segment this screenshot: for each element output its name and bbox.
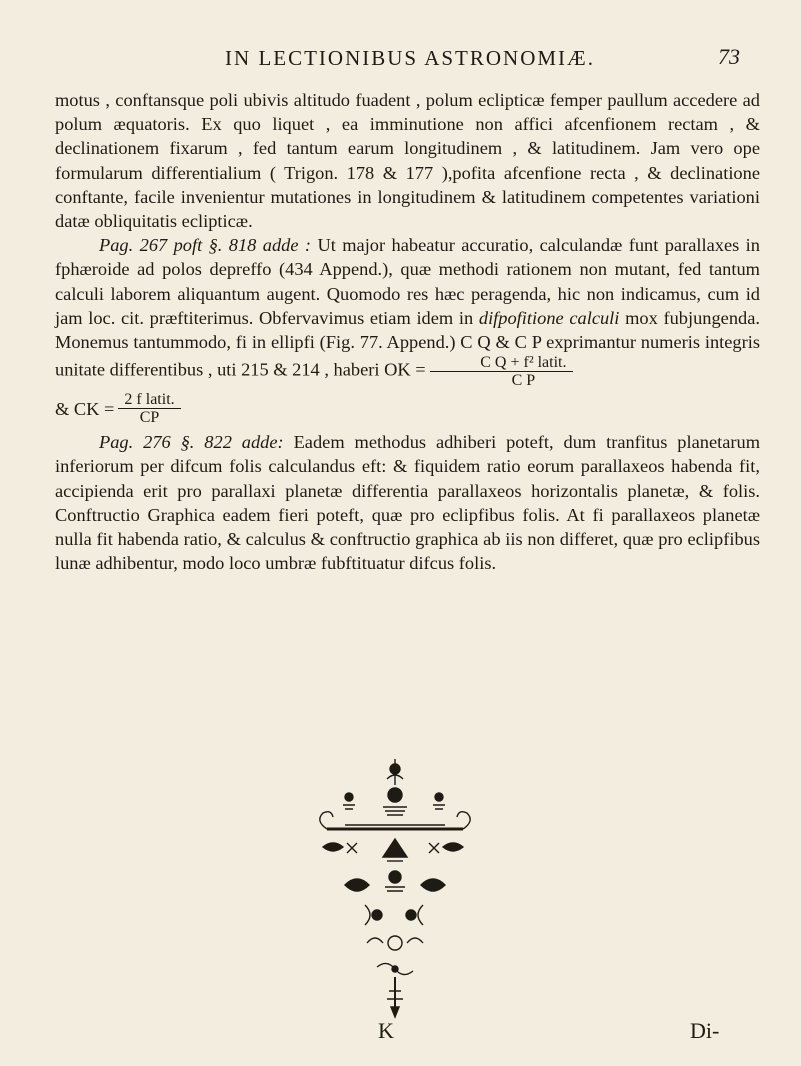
ck-formula xyxy=(55,391,760,426)
addendum-reference-2: Pag. 276 §. 822 adde: xyxy=(99,432,284,453)
paragraph-transits xyxy=(55,430,760,575)
body-text xyxy=(55,88,760,575)
running-head: IN LECTIONIBUS ASTRONOMIÆ. xyxy=(225,46,595,70)
ok-denominator: C P xyxy=(511,372,536,390)
ok-numerator: C Q + f² latit. xyxy=(430,354,572,372)
floral-tailpiece-ornament-icon xyxy=(305,755,485,1020)
ck-fraction xyxy=(118,391,180,426)
addendum-reference: Pag. 267 poft §. 818 adde : xyxy=(99,235,312,256)
paragraph-obliquity: motus , conftansque poli ubivis altitudo fuadent , polum eclipticæ femper paullum accedere ad polum æquatoris. Ex quo liquet , ea imminutione non affici afcenfionem rectam , & declinationem fixarum , fed tantum earum longitudinem , & latitudinem. Jam vero ope formularum differentialium ( Trigon. 178 & 177 ),pofita afcenfione recta , & declinatione conftante, facile invenientur mutationes in longitudinem & latitudinem competentes variationi datæ obliquitatis eclipticæ. xyxy=(55,90,760,232)
addendum-text: Ut major habeatur accuratio, calculandæ funt parallaxes in fphæroide ad polos depreffo (434 Append.), quæ methodi rationem non mutant, fed tantum calculi laborem aliquantum augent. Quomodo res hæc peragenda, hic non indicamus, cum id jam loc. cit. præftiterimus. Obfervavimus etiam idem in xyxy=(55,235,760,328)
addendum-text-2: Eadem methodus adhiberi poteft, dum tranfitus planetarum inferiorum per difcum folis calculandus eft: & fiquidem ratio eorum parallaxeos habenda fit, accipienda erit pro parallaxi planetæ differentia parallaxeos horizontalis planetæ, & folis. Conftructio Graphica eadem fieri poteft, quæ pro eclipfibus folis. At fi parallaxeos planetæ nulla fit habenda ratio, & calculus & conftructio graphica ab iis non differet, quæ pro eclipfibus lunæ adhibentur, modo loco umbræ fubftituatur difcus folis. xyxy=(55,432,761,574)
page-number: 73 xyxy=(718,44,740,69)
ck-denominator: CP xyxy=(139,409,160,427)
paragraph-parallaxes xyxy=(55,233,760,389)
italic-term: difpofitione calculi xyxy=(478,307,620,328)
catchword: Di- xyxy=(690,1018,720,1043)
ok-fraction xyxy=(430,354,572,389)
ck-label: & CK = xyxy=(55,398,115,419)
addendum-text-continued: mox fubjungenda. Monemus tantummodo, fi in ellipfi (Fig. 77. Append.) C Q & C P exprimantur numeris integris unitate differentibus , uti 215 & 214 , haberi OK = xyxy=(55,307,760,380)
signature-mark: K xyxy=(378,1018,394,1043)
ck-numerator: 2 f latit. xyxy=(118,391,180,409)
